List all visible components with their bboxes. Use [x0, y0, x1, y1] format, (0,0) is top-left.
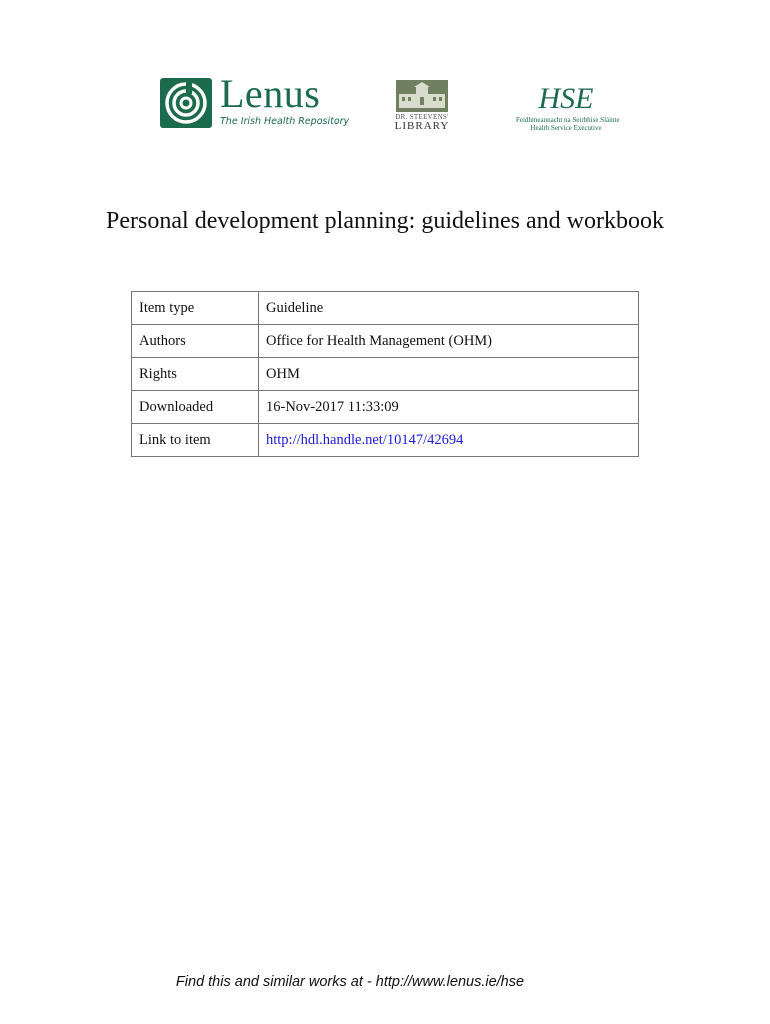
metadata-key: Link to item: [132, 424, 259, 457]
metadata-table: [131, 291, 639, 457]
hse-logo: [516, 78, 620, 134]
metadata-key: Item type: [132, 292, 259, 325]
library-building-icon: [396, 80, 448, 112]
metadata-value: Guideline: [259, 292, 639, 325]
metadata-value: 16-Nov-2017 11:33:09: [259, 391, 639, 424]
item-link[interactable]: http://hdl.handle.net/10147/42694: [266, 431, 464, 448]
logo-bar: [0, 70, 770, 140]
document-title: Personal development planning: guidelines and workbook: [106, 208, 664, 234]
steevens-library-label: LIBRARY: [394, 120, 450, 132]
metadata-value: Office for Health Management (OHM): [259, 325, 639, 358]
table-row: [132, 391, 639, 424]
steevens-name: DR. STEEVENS': [395, 113, 449, 121]
lenus-logo: [160, 71, 350, 130]
metadata-key: Rights: [132, 358, 259, 391]
steevens-library-logo: [396, 80, 448, 130]
lenus-spiral-icon: [160, 78, 212, 128]
hse-english-name: Health Service Executive: [530, 124, 602, 132]
hse-irish-name: Feidhmeannacht na Seirbhíse Sláinte: [516, 116, 620, 124]
hse-mark-icon: [516, 78, 616, 114]
hse-mark-text: HSE: [538, 82, 594, 114]
metadata-key: Downloaded: [132, 391, 259, 424]
lenus-wordmark: Lenus: [220, 71, 321, 116]
table-row: [132, 325, 639, 358]
metadata-key: Authors: [132, 325, 259, 358]
metadata-value: OHM: [259, 358, 639, 391]
lenus-tagline: The Irish Health Repository: [220, 116, 350, 127]
table-row: [132, 358, 639, 391]
table-row: [132, 424, 639, 457]
footer-note: Find this and similar works at - http://www.lenus.ie/hse: [175, 974, 525, 990]
table-row: [132, 292, 639, 325]
metadata-value-cell: [259, 424, 639, 457]
